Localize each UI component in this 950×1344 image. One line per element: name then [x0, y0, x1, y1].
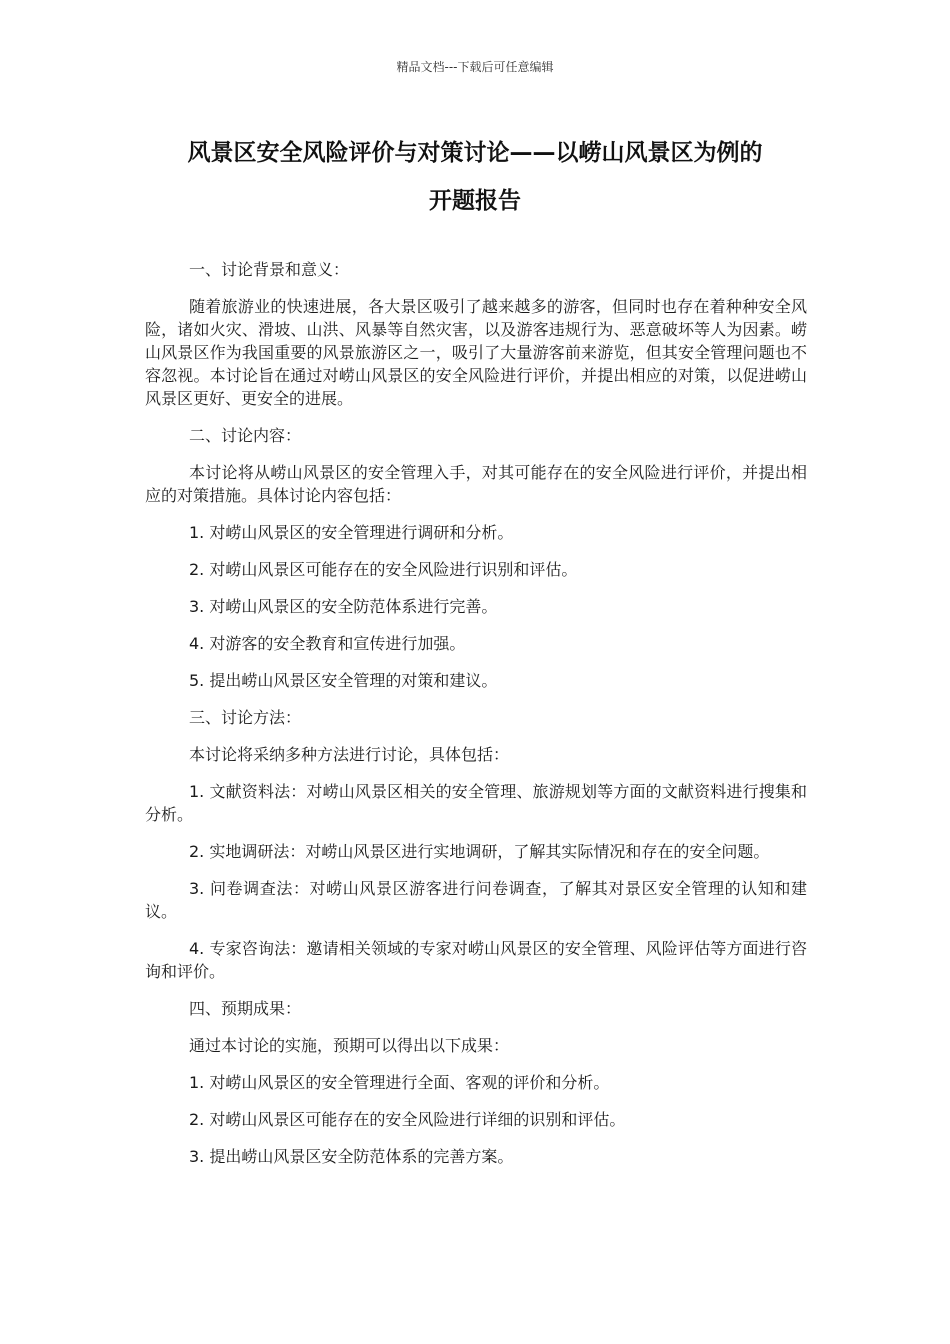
document-title-line-2: 开题报告 [429, 188, 521, 214]
list-item: 1. 对崂山风景区的安全管理进行调研和分析。 [189, 523, 514, 542]
paragraph-methods-intro: 本讨论将采纳多种方法进行讨论，具体包括： [189, 745, 510, 764]
section-heading-content: 二、讨论内容： [189, 426, 302, 445]
list-item: 2. 对崂山风景区可能存在的安全风险进行识别和评估。 [189, 560, 578, 579]
list-item: 4. 专家咨询法：邀请相关领域的专家对崂山风景区的安全管理、风险评估等方面进行咨询和评价。 [145, 939, 807, 981]
list-item: 4. 对游客的安全教育和宣传进行加强。 [189, 634, 466, 653]
header-note: 精品文档---下载后可任意编辑 [396, 60, 554, 74]
paragraph-outcomes-intro: 通过本讨论的实施，预期可以得出以下成果： [189, 1036, 510, 1055]
list-item: 1. 文献资料法：对崂山风景区相关的安全管理、旅游规划等方面的文献资料进行搜集和分析。 [145, 782, 807, 824]
list-item: 5. 提出崂山风景区安全管理的对策和建议。 [189, 671, 498, 690]
document-title-line-1: 风景区安全风险评价与对策讨论——以崂山风景区为例的 [187, 140, 763, 166]
section-heading-outcomes: 四、预期成果： [189, 999, 302, 1018]
document-body [145, 258, 807, 1182]
list-item: 3. 问卷调查法：对崂山风景区游客进行问卷调查，了解其对景区安全管理的认知和建议。 [145, 879, 807, 921]
section-heading-background: 一、讨论背景和意义： [189, 260, 350, 279]
paragraph-background: 随着旅游业的快速进展，各大景区吸引了越来越多的游客，但同时也存在着种种安全风险，诸如火灾、滑坡、山洪、风暴等自然灾害，以及游客违规行为、恶意破坏等人为因素。崂山风景区作为我国重要的风景旅游区之一，吸引了大量游客前来游览，但其安全管理问题也不容忽视。本讨论旨在通过对崂山风景区的安全风险进行评价，并提出相应的对策，以促进崂山风景区更好、更安全的进展。 [145, 297, 807, 408]
paragraph-content-intro: 本讨论将从崂山风景区的安全管理入手，对其可能存在的安全风险进行评价，并提出相应的对策措施。具体讨论内容包括： [145, 463, 807, 505]
list-item: 3. 提出崂山风景区安全防范体系的完善方案。 [189, 1147, 514, 1166]
list-item: 2. 对崂山风景区可能存在的安全风险进行详细的识别和评估。 [189, 1110, 626, 1129]
section-heading-methods: 三、讨论方法： [189, 708, 302, 727]
list-item: 3. 对崂山风景区的安全防范体系进行完善。 [189, 597, 498, 616]
list-item: 2. 实地调研法：对崂山风景区进行实地调研，了解其实际情况和存在的安全问题。 [189, 842, 770, 861]
list-item: 1. 对崂山风景区的安全管理进行全面、客观的评价和分析。 [189, 1073, 610, 1092]
